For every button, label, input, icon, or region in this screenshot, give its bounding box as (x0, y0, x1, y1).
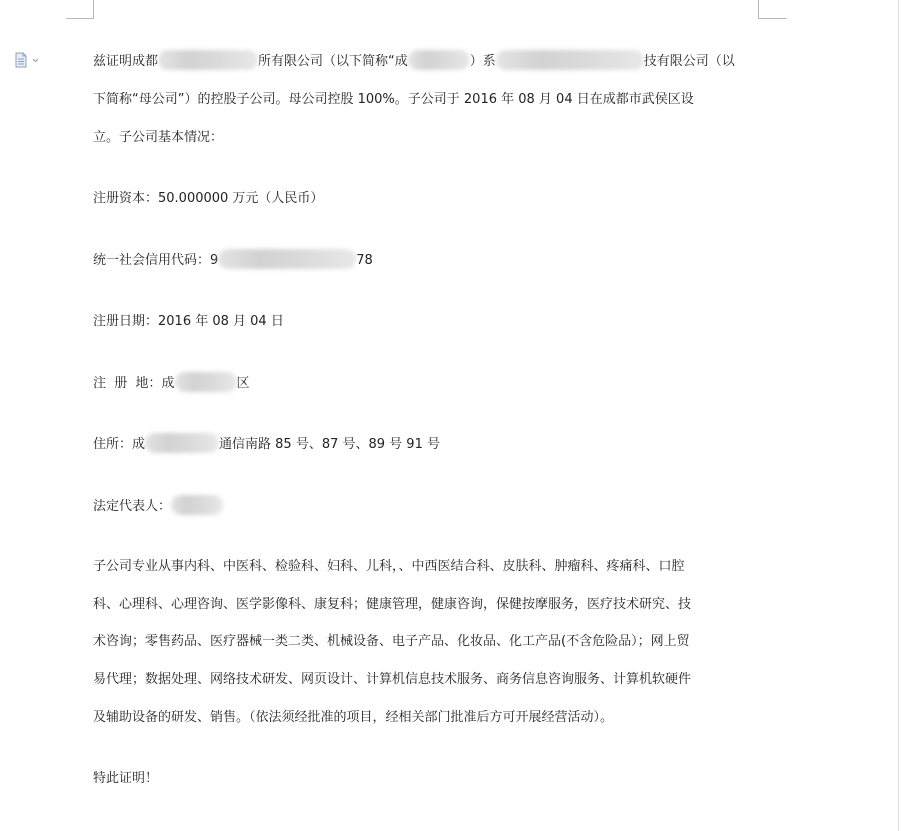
redacted-parent-company (496, 50, 644, 70)
intro-line-2: 下简称“母公司”）的控股子公司。母公司控股 100%。子公司于 2016 年 08 月 04 日在成都市武侯区设 (93, 92, 694, 107)
scope-line-5: 及辅助设备的研发、销售。（依法须经批准的项目，经相关部门批准后方可开展经营活动）。 (93, 710, 614, 725)
credit-code-label: 统一社会信用代码：9 (93, 253, 219, 268)
page-scroll-edge (898, 0, 899, 831)
redacted-address (145, 433, 219, 453)
intro-line-1 (93, 53, 761, 70)
document-icon[interactable] (14, 52, 40, 68)
intro-text-d: 技有限公司（以 (643, 54, 735, 69)
legal-rep-label: 法定代表人： (93, 499, 172, 514)
field-registration-place (93, 375, 761, 392)
redacted-short-name (408, 50, 470, 70)
intro-text-a: 兹证明成都 (93, 54, 159, 69)
intro-text-b: 所有限公司（以下简称“成 (258, 54, 408, 69)
redacted-company-name (158, 50, 258, 70)
scope-line-1: 子公司专业从事内科、中医科、检验科、妇科、儿科，、中西医结合科、皮肤科、肿瘤科、疼痛科、口腔 (93, 559, 685, 574)
scope-line-3: 术咨询；零售药品、医疗器械一类二类、机械设备、电子产品、化妆品、化工产品(不含危险品）；网上贸 (93, 634, 690, 649)
field-credit-code (93, 252, 761, 269)
scope-line-4: 易代理；数据处理、网络技术研发、网页设计、计算机信息技术服务、商务信息咨询服务、计算机软硬件 (93, 672, 692, 687)
credit-code-tail: 78 (356, 253, 373, 268)
address-label: 住所：成 (93, 437, 146, 452)
redacted-reg-place (175, 372, 237, 392)
field-legal-representative (93, 498, 761, 515)
reg-place-label: 注 册 地：成 (93, 376, 175, 391)
field-registration-date: 注册日期：2016 年 08 月 04 日 (93, 314, 284, 329)
field-address (93, 436, 761, 453)
redacted-credit-code (218, 249, 356, 269)
scope-line-2: 科、心理科、心理咨询、医学影像科、康复科；健康管理，健康咨询，保健按摩服务，医疗技术研究、技 (93, 597, 692, 612)
reg-place-tail: 区 (236, 376, 250, 391)
intro-line-3: 立。子公司基本情况： (93, 130, 224, 145)
page-corner-mark-right (758, 0, 787, 19)
address-tail: 通信南路 85 号、87 号、89 号 91 号 (219, 437, 440, 452)
field-registered-capital: 注册资本：50.000000 万元（人民币） (93, 191, 324, 206)
redacted-legal-rep (171, 495, 223, 515)
page-corner-mark-left (66, 0, 94, 19)
intro-text-c: ）系 (469, 54, 496, 69)
closing-statement: 特此证明！ (93, 771, 159, 786)
